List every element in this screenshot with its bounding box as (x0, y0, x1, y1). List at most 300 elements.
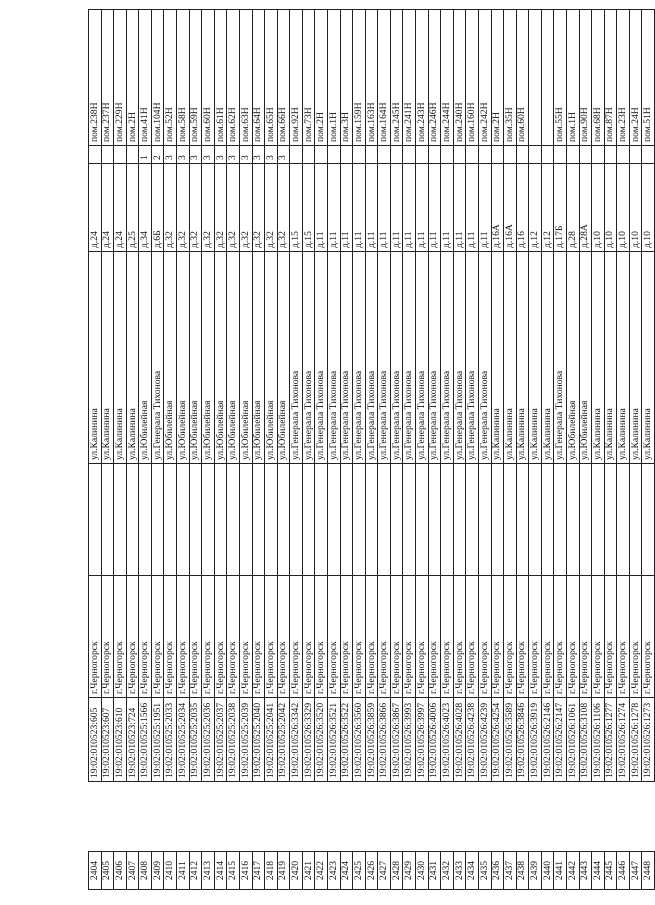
cadastral-number-cell: 19:02:010526:4006 (428, 698, 441, 782)
table-row (302, 10, 315, 890)
street-cell: ул.Генерала Тихонова (403, 252, 416, 464)
premises-cell: пом.2Н (315, 10, 328, 146)
table-row (491, 10, 504, 890)
city-cell: г.Черногорск (554, 576, 567, 698)
table-row (139, 10, 152, 890)
blank-cell (353, 464, 366, 576)
blank-cell (617, 782, 630, 852)
city-cell: г.Черногорск (617, 576, 630, 698)
building-cell: 3 (177, 146, 190, 164)
street-cell: ул.Калинина (617, 252, 630, 464)
blank-cell (617, 464, 630, 576)
premises-cell: пом.238Н (89, 10, 102, 146)
city-cell: г.Черногорск (478, 576, 491, 698)
street-cell: ул.Юбилейная (265, 252, 278, 464)
city-cell: г.Черногорск (177, 576, 190, 698)
cadastral-number-cell: 19:02:010526:3919 (529, 698, 542, 782)
row-number-cell: 2422 (315, 852, 328, 890)
row-number-cell: 2423 (327, 852, 340, 890)
row-number-cell: 2408 (139, 852, 152, 890)
premises-cell: пом.245Н (390, 10, 403, 146)
row-number-cell: 2446 (617, 852, 630, 890)
street-cell: ул.Калинина (592, 252, 605, 464)
blank-cell (151, 782, 164, 852)
building-cell (302, 146, 315, 164)
house-number-cell: д.11 (428, 164, 441, 252)
blank-cell (189, 782, 202, 852)
house-number-cell: д.32 (265, 164, 278, 252)
building-cell (642, 146, 655, 164)
row-number-cell: 2420 (290, 852, 303, 890)
blank-cell (327, 464, 340, 576)
street-cell: ул.Калинина (629, 252, 642, 464)
blank-cell (491, 464, 504, 576)
cadastral-number-cell: 19:02:010525:2041 (265, 698, 278, 782)
row-number-cell: 2424 (340, 852, 353, 890)
building-cell (529, 146, 542, 164)
building-cell (554, 146, 567, 164)
street-cell: ул.Юбилейная (227, 252, 240, 464)
house-number-cell: д.24 (114, 164, 127, 252)
premises-cell: пом.41Н (139, 10, 152, 146)
building-cell (592, 146, 605, 164)
cadastral-number-cell: 19:02:010523:607 (101, 698, 114, 782)
blank-cell (579, 782, 592, 852)
premises-cell: пом.160Н (466, 10, 479, 146)
table-row (177, 10, 190, 890)
building-cell (441, 146, 454, 164)
blank-cell (579, 464, 592, 576)
premises-cell: пом.62Н (227, 10, 240, 146)
premises-cell: пом.63Н (239, 10, 252, 146)
rotated-table-container (88, 10, 655, 890)
house-number-cell: д.32 (202, 164, 215, 252)
blank-cell (441, 464, 454, 576)
house-number-cell: д.32 (227, 164, 240, 252)
row-number-cell: 2409 (151, 852, 164, 890)
blank-cell (290, 464, 303, 576)
table-row (629, 10, 642, 890)
table-row (579, 10, 592, 890)
blank-cell (466, 782, 479, 852)
blank-cell (340, 782, 353, 852)
table-row (277, 10, 290, 890)
street-cell: ул.Юбилейная (566, 252, 579, 464)
building-cell (566, 146, 579, 164)
house-number-cell: д.32 (214, 164, 227, 252)
table-row (101, 10, 114, 890)
city-cell: г.Черногорск (604, 576, 617, 698)
table-row (290, 10, 303, 890)
table-row (617, 10, 630, 890)
premises-cell: пом.242Н (478, 10, 491, 146)
house-number-cell: д.11 (353, 164, 366, 252)
house-number-cell: д.25 (126, 164, 139, 252)
blank-cell (202, 464, 215, 576)
house-number-cell: д.16А (491, 164, 504, 252)
premises-cell: пом.66Н (277, 10, 290, 146)
house-number-cell: д.11 (466, 164, 479, 252)
building-cell (390, 146, 403, 164)
blank-cell (89, 782, 102, 852)
blank-cell (239, 464, 252, 576)
city-cell: г.Черногорск (227, 576, 240, 698)
premises-cell: пом.64Н (252, 10, 265, 146)
table-row (441, 10, 454, 890)
cadastral-number-cell: 19:02:010526:2146 (541, 698, 554, 782)
city-cell: г.Черногорск (101, 576, 114, 698)
blank-cell (566, 782, 579, 852)
cadastral-number-cell: 19:02:010526:3997 (416, 698, 429, 782)
table-row (453, 10, 466, 890)
blank-cell (164, 464, 177, 576)
city-cell: г.Черногорск (290, 576, 303, 698)
table-row (164, 10, 177, 890)
premises-cell: пом.92Н (290, 10, 303, 146)
street-cell: ул.Юбилейная (164, 252, 177, 464)
house-number-cell: д.28 (566, 164, 579, 252)
street-cell: ул.Юбилейная (579, 252, 592, 464)
blank-cell (441, 782, 454, 852)
blank-cell (516, 464, 529, 576)
blank-cell (327, 782, 340, 852)
house-number-cell: д.11 (390, 164, 403, 252)
street-cell: ул.Генерала Тихонова (340, 252, 353, 464)
row-number-cell: 2444 (592, 852, 605, 890)
street-cell: ул.Генерала Тихонова (466, 252, 479, 464)
blank-cell (89, 464, 102, 576)
row-number-cell: 2413 (202, 852, 215, 890)
row-number-cell: 2425 (353, 852, 366, 890)
cadastral-number-cell: 19:02:010526:1274 (617, 698, 630, 782)
street-cell: ул.Калинина (541, 252, 554, 464)
building-cell (604, 146, 617, 164)
house-number-cell: д.12 (529, 164, 542, 252)
blank-cell (416, 782, 429, 852)
house-number-cell: д.15 (290, 164, 303, 252)
blank-cell (353, 782, 366, 852)
blank-cell (227, 464, 240, 576)
property-register-table (88, 9, 655, 890)
table-row (114, 10, 127, 890)
building-cell (579, 146, 592, 164)
table-row (428, 10, 441, 890)
table-row (327, 10, 340, 890)
blank-cell (164, 782, 177, 852)
blank-cell (642, 782, 655, 852)
house-number-cell: д.24 (89, 164, 102, 252)
premises-cell: пом.90Н (579, 10, 592, 146)
row-number-cell: 2437 (504, 852, 517, 890)
blank-cell (290, 782, 303, 852)
cadastral-number-cell: 19:02:010526:4023 (441, 698, 454, 782)
street-cell: ул.Генерала Тихонова (151, 252, 164, 464)
street-cell: ул.Калинина (529, 252, 542, 464)
blank-cell (604, 464, 617, 576)
building-cell (541, 146, 554, 164)
row-number-cell: 2426 (365, 852, 378, 890)
blank-cell (177, 464, 190, 576)
blank-cell (151, 464, 164, 576)
city-cell: г.Черногорск (315, 576, 328, 698)
row-number-cell: 2419 (277, 852, 290, 890)
table-row (478, 10, 491, 890)
building-cell: 2 (151, 146, 164, 164)
house-number-cell: д.11 (315, 164, 328, 252)
building-cell (126, 146, 139, 164)
blank-cell (554, 782, 567, 852)
blank-cell (516, 782, 529, 852)
street-cell: ул.Генерала Тихонова (441, 252, 454, 464)
city-cell: г.Черногорск (378, 576, 391, 698)
table-row (365, 10, 378, 890)
blank-cell (453, 782, 466, 852)
building-cell (617, 146, 630, 164)
cadastral-number-cell: 19:02:010523:724 (126, 698, 139, 782)
city-cell: г.Черногорск (126, 576, 139, 698)
house-number-cell: д.10 (642, 164, 655, 252)
house-number-cell: д.10 (592, 164, 605, 252)
premises-cell: пом.61Н (214, 10, 227, 146)
premises-cell: пом.51Н (642, 10, 655, 146)
cadastral-number-cell: 19:02:010525:2035 (189, 698, 202, 782)
building-cell (89, 146, 102, 164)
house-number-cell: д.34 (139, 164, 152, 252)
house-number-cell: д.11 (441, 164, 454, 252)
row-number-cell: 2434 (466, 852, 479, 890)
property-register-body (89, 10, 655, 890)
cadastral-number-cell: 19:02:010526:1106 (592, 698, 605, 782)
blank-cell (504, 782, 517, 852)
city-cell: г.Черногорск (202, 576, 215, 698)
house-number-cell: д.11 (453, 164, 466, 252)
blank-cell (214, 782, 227, 852)
city-cell: г.Черногорск (504, 576, 517, 698)
street-cell: ул.Генерала Тихонова (416, 252, 429, 464)
blank-cell (277, 782, 290, 852)
row-number-cell: 2435 (478, 852, 491, 890)
cadastral-number-cell: 19:02:010526:1277 (604, 698, 617, 782)
premises-cell: пом.246Н (428, 10, 441, 146)
city-cell: г.Черногорск (592, 576, 605, 698)
premises-cell: пом.87Н (604, 10, 617, 146)
row-number-cell: 2416 (239, 852, 252, 890)
table-row (151, 10, 164, 890)
building-cell (478, 146, 491, 164)
building-cell (629, 146, 642, 164)
cadastral-number-cell: 19:02:010526:3867 (390, 698, 403, 782)
cadastral-number-cell: 19:02:010525:1566 (139, 698, 152, 782)
cadastral-number-cell: 19:02:010526:3866 (378, 698, 391, 782)
blank-cell (416, 464, 429, 576)
row-number-cell: 2432 (441, 852, 454, 890)
cadastral-number-cell: 19:02:010526:3522 (340, 698, 353, 782)
cadastral-number-cell: 19:02:010526:4239 (478, 698, 491, 782)
blank-cell (504, 464, 517, 576)
house-number-cell: д.11 (403, 164, 416, 252)
blank-cell (428, 464, 441, 576)
blank-cell (453, 464, 466, 576)
cadastral-number-cell: 19:02:010526:3342 (290, 698, 303, 782)
blank-cell (566, 464, 579, 576)
blank-cell (604, 782, 617, 852)
premises-cell: пом.2Н (491, 10, 504, 146)
cadastral-number-cell: 19:02:010526:3859 (365, 698, 378, 782)
building-cell: 3 (214, 146, 227, 164)
cadastral-number-cell: 19:02:010525:2040 (252, 698, 265, 782)
blank-cell (529, 782, 542, 852)
house-number-cell: д.11 (478, 164, 491, 252)
blank-cell (315, 464, 328, 576)
city-cell: г.Черногорск (353, 576, 366, 698)
blank-cell (541, 464, 554, 576)
street-cell: ул.Генерала Тихонова (378, 252, 391, 464)
building-cell (428, 146, 441, 164)
blank-cell (365, 464, 378, 576)
street-cell: ул.Генерала Тихонова (554, 252, 567, 464)
cadastral-number-cell: 19:02:010526:4028 (453, 698, 466, 782)
premises-cell: пом.73Н (302, 10, 315, 146)
building-cell (516, 146, 529, 164)
street-cell: ул.Калинина (642, 252, 655, 464)
street-cell: ул.Калинина (126, 252, 139, 464)
premises-cell: пом.35Н (504, 10, 517, 146)
blank-cell (491, 782, 504, 852)
row-number-cell: 2439 (529, 852, 542, 890)
row-number-cell: 2430 (416, 852, 429, 890)
blank-cell (428, 782, 441, 852)
row-number-cell: 2438 (516, 852, 529, 890)
table-row (340, 10, 353, 890)
city-cell: г.Черногорск (390, 576, 403, 698)
table-row (390, 10, 403, 890)
blank-cell (529, 464, 542, 576)
street-cell: ул.Генерала Тихонова (428, 252, 441, 464)
street-cell: ул.Генерала Тихонова (353, 252, 366, 464)
blank-cell (315, 782, 328, 852)
building-cell: 3 (164, 146, 177, 164)
row-number-cell: 2427 (378, 852, 391, 890)
street-cell: ул.Юбилейная (177, 252, 190, 464)
row-number-cell: 2433 (453, 852, 466, 890)
building-cell (453, 146, 466, 164)
street-cell: ул.Юбилейная (189, 252, 202, 464)
building-cell (491, 146, 504, 164)
house-number-cell: д.10 (617, 164, 630, 252)
street-cell: ул.Генерала Тихонова (327, 252, 340, 464)
blank-cell (365, 782, 378, 852)
city-cell: г.Черногорск (642, 576, 655, 698)
table-row (189, 10, 202, 890)
premises-cell: пом.24Н (629, 10, 642, 146)
blank-cell (101, 782, 114, 852)
blank-cell (114, 782, 127, 852)
table-row (529, 10, 542, 890)
street-cell: ул.Юбилейная (214, 252, 227, 464)
cadastral-number-cell: 19:02:010526:1273 (642, 698, 655, 782)
premises-cell: пом.237Н (101, 10, 114, 146)
city-cell: г.Черногорск (239, 576, 252, 698)
street-cell: ул.Калинина (516, 252, 529, 464)
row-number-cell: 2447 (629, 852, 642, 890)
premises-cell: пом.244Н (441, 10, 454, 146)
row-number-cell: 2418 (265, 852, 278, 890)
building-cell: 3 (277, 146, 290, 164)
row-number-cell: 2415 (227, 852, 240, 890)
cadastral-number-cell: 19:02:010525:2034 (177, 698, 190, 782)
house-number-cell: д.24 (101, 164, 114, 252)
city-cell: г.Черногорск (416, 576, 429, 698)
premises-cell: пом.58Н (177, 10, 190, 146)
city-cell: г.Черногорск (466, 576, 479, 698)
blank-cell (478, 464, 491, 576)
premises-cell: пом.104Н (151, 10, 164, 146)
house-number-cell: д.11 (416, 164, 429, 252)
table-row (566, 10, 579, 890)
blank-cell (189, 464, 202, 576)
street-cell: ул.Калинина (101, 252, 114, 464)
row-number-cell: 2407 (126, 852, 139, 890)
blank-cell (642, 464, 655, 576)
cadastral-number-cell: 19:02:010526:3993 (403, 698, 416, 782)
premises-cell: пом.1Н (327, 10, 340, 146)
cadastral-number-cell: 19:02:010526:1278 (629, 698, 642, 782)
premises-cell (529, 10, 542, 146)
city-cell: г.Черногорск (114, 576, 127, 698)
premises-cell: пом.229Н (114, 10, 127, 146)
blank-cell (265, 464, 278, 576)
table-row (416, 10, 429, 890)
blank-cell (239, 782, 252, 852)
building-cell: 3 (239, 146, 252, 164)
table-row (239, 10, 252, 890)
table-row (554, 10, 567, 890)
house-number-cell: д.10 (629, 164, 642, 252)
house-number-cell: д.32 (177, 164, 190, 252)
street-cell: ул.Калинина (491, 252, 504, 464)
row-number-cell: 2417 (252, 852, 265, 890)
premises-cell: пом.164Н (378, 10, 391, 146)
row-number-cell: 2421 (302, 852, 315, 890)
premises-cell: пом.241Н (403, 10, 416, 146)
street-cell: ул.Генерала Тихонова (302, 252, 315, 464)
street-cell: ул.Генерала Тихонова (290, 252, 303, 464)
blank-cell (554, 464, 567, 576)
cadastral-number-cell: 19:02:010525:2033 (164, 698, 177, 782)
cadastral-number-cell: 19:02:010525:2037 (214, 698, 227, 782)
premises-cell: пом.1Н (566, 10, 579, 146)
street-cell: ул.Юбилейная (277, 252, 290, 464)
city-cell: г.Черногорск (529, 576, 542, 698)
blank-cell (302, 464, 315, 576)
street-cell: ул.Генерала Тихонова (390, 252, 403, 464)
building-cell: 3 (227, 146, 240, 164)
row-number-cell: 2414 (214, 852, 227, 890)
street-cell: ул.Генерала Тихонова (453, 252, 466, 464)
row-number-cell: 2440 (541, 852, 554, 890)
cadastral-number-cell: 19:02:010526:3521 (327, 698, 340, 782)
row-number-cell: 2431 (428, 852, 441, 890)
blank-cell (277, 464, 290, 576)
street-cell: ул.Генерала Тихонова (365, 252, 378, 464)
city-cell: г.Черногорск (89, 576, 102, 698)
city-cell: г.Черногорск (302, 576, 315, 698)
blank-cell (403, 464, 416, 576)
premises-cell: пом.52Н (164, 10, 177, 146)
blank-cell (265, 782, 278, 852)
city-cell: г.Черногорск (252, 576, 265, 698)
building-cell (327, 146, 340, 164)
